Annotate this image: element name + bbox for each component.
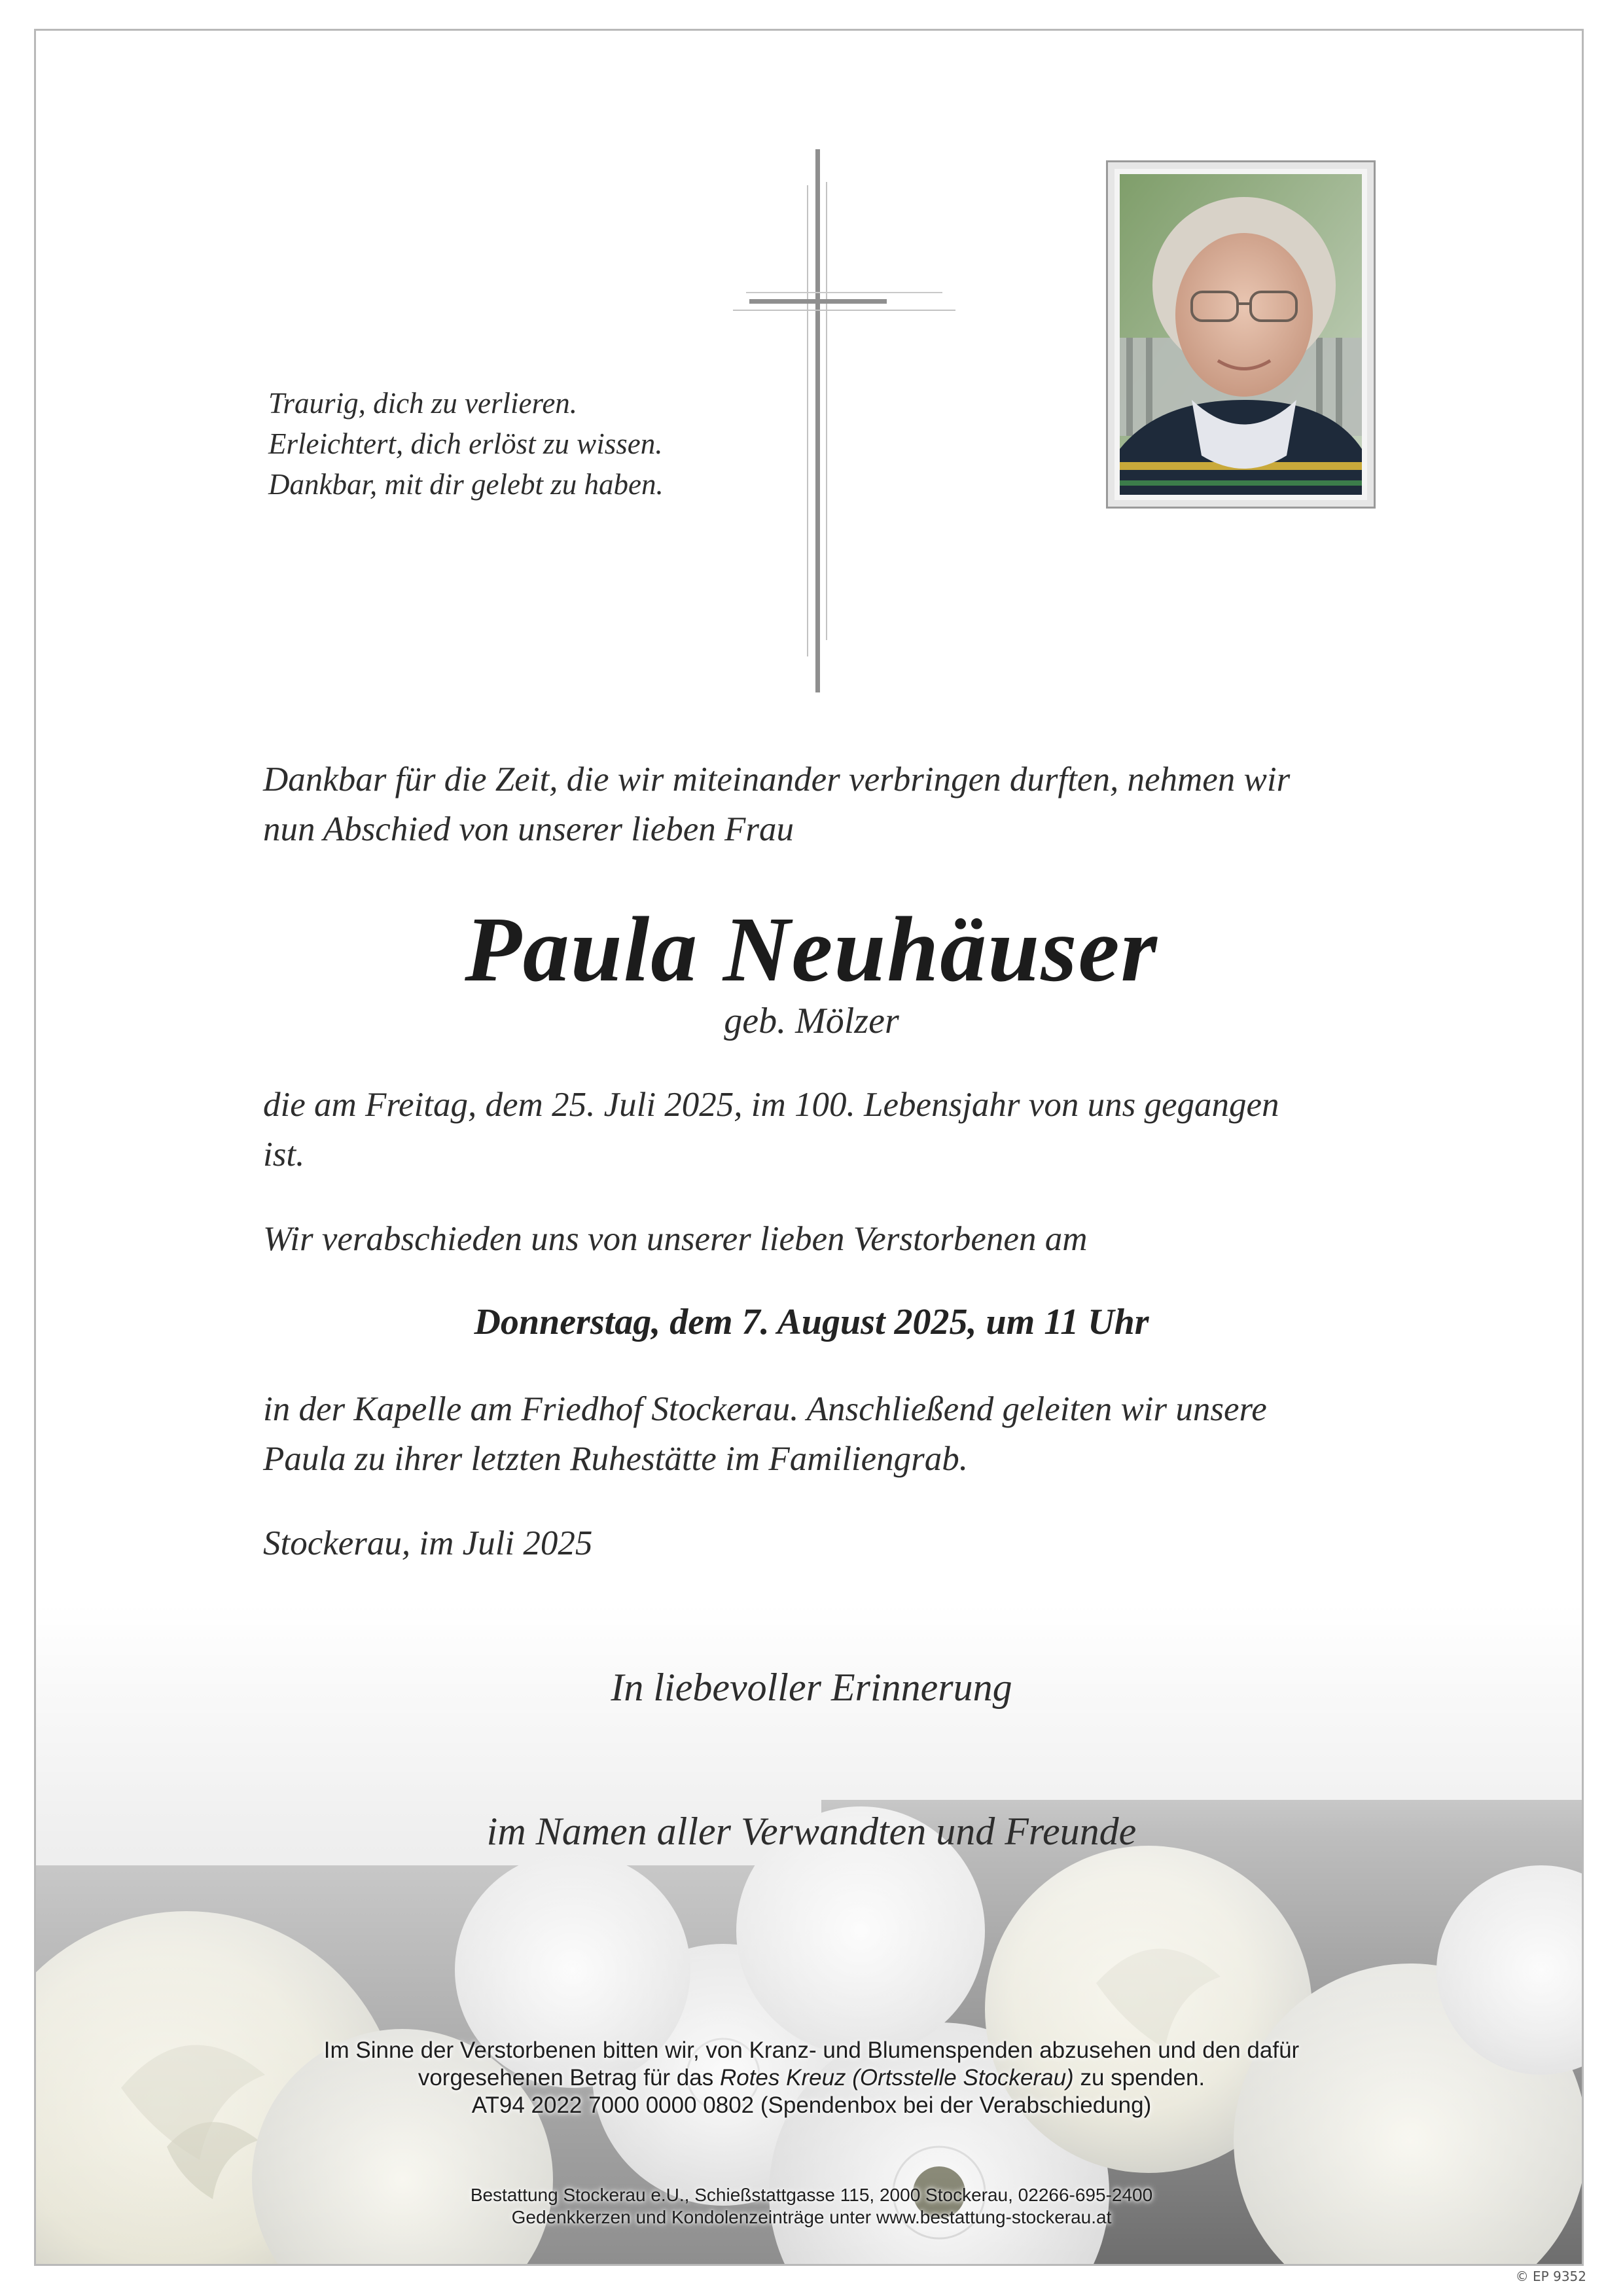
verse (268, 383, 664, 505)
service-date: Donnerstag, dem 7. August 2025, um 11 Uhr (474, 1302, 1149, 1342)
footer-address: Bestattung Stockerau e.U., Schießstattgasse 115, 2000 Stockerau, 02266-695-2400 (470, 2185, 1153, 2205)
cross-icon (733, 149, 955, 692)
cross-svg (733, 149, 955, 692)
footer-website: Gedenkkerzen und Kondolenzeinträge unter www.bestattung-stockerau.at (511, 2207, 1112, 2227)
donation-iban: AT94 2022 7000 0000 0802 (Spendenbox bei der Verabschiedung) (471, 2092, 1152, 2118)
intro-line: nun Abschied von unserer lieben Frau (263, 810, 794, 848)
maiden-name: geb. Mölzer (724, 1001, 899, 1041)
location-text (263, 1384, 1376, 1484)
deceased-name: Paula Neuhäuser (465, 897, 1158, 1001)
verse-line: Traurig, dich zu verlieren. (268, 387, 578, 420)
portrait-frame (1106, 160, 1376, 509)
verse-line: Dankbar, mit dir gelebt zu haben. (268, 468, 664, 501)
family-text: im Namen aller Verwandten und Freunde (486, 1810, 1137, 1853)
donation-line: Im Sinne der Verstorbenen bitten wir, von Kranz- und Blumenspenden abzusehen und den dafür (323, 2037, 1300, 2063)
donation-note (0, 2037, 1623, 2119)
copyright: © EP 9352 (1515, 2269, 1586, 2284)
death-notice-line: die am Freitag, dem 25. Juli 2025, im 100. Lebensjahr von uns gegangen (263, 1086, 1279, 1124)
donation-text: zu spenden. (1073, 2065, 1205, 2090)
verse-line: Erleichtert, dich erlöst zu wissen. (268, 427, 663, 460)
charity-name: Rotes Kreuz (Ortsstelle Stockerau) (719, 2065, 1074, 2090)
donation-line (0, 2064, 1623, 2092)
portrait-photo (1120, 174, 1362, 495)
place-date: Stockerau, im Juli 2025 (263, 1524, 593, 1562)
death-notice-line: ist. (263, 1136, 305, 1174)
location-line: Paula zu ihrer letzten Ruhestätte im Familiengrab. (263, 1440, 969, 1478)
location-line: in der Kapelle am Friedhof Stockerau. Anschließend geleiten wir unsere (263, 1390, 1267, 1428)
intro-line: Dankbar für die Zeit, die wir miteinander verbringen durften, nehmen wir (263, 761, 1291, 798)
donation-text: vorgesehenen Betrag für das (418, 2065, 720, 2090)
memory-text: In liebevoller Erinnerung (611, 1666, 1012, 1709)
funeral-home-footer (0, 2184, 1623, 2229)
intro-text (263, 755, 1376, 854)
death-notice (263, 1080, 1376, 1179)
farewell-text: Wir verabschieden uns von unserer lieben Verstorbenen am (263, 1220, 1088, 1258)
portrait-image (1120, 174, 1362, 495)
